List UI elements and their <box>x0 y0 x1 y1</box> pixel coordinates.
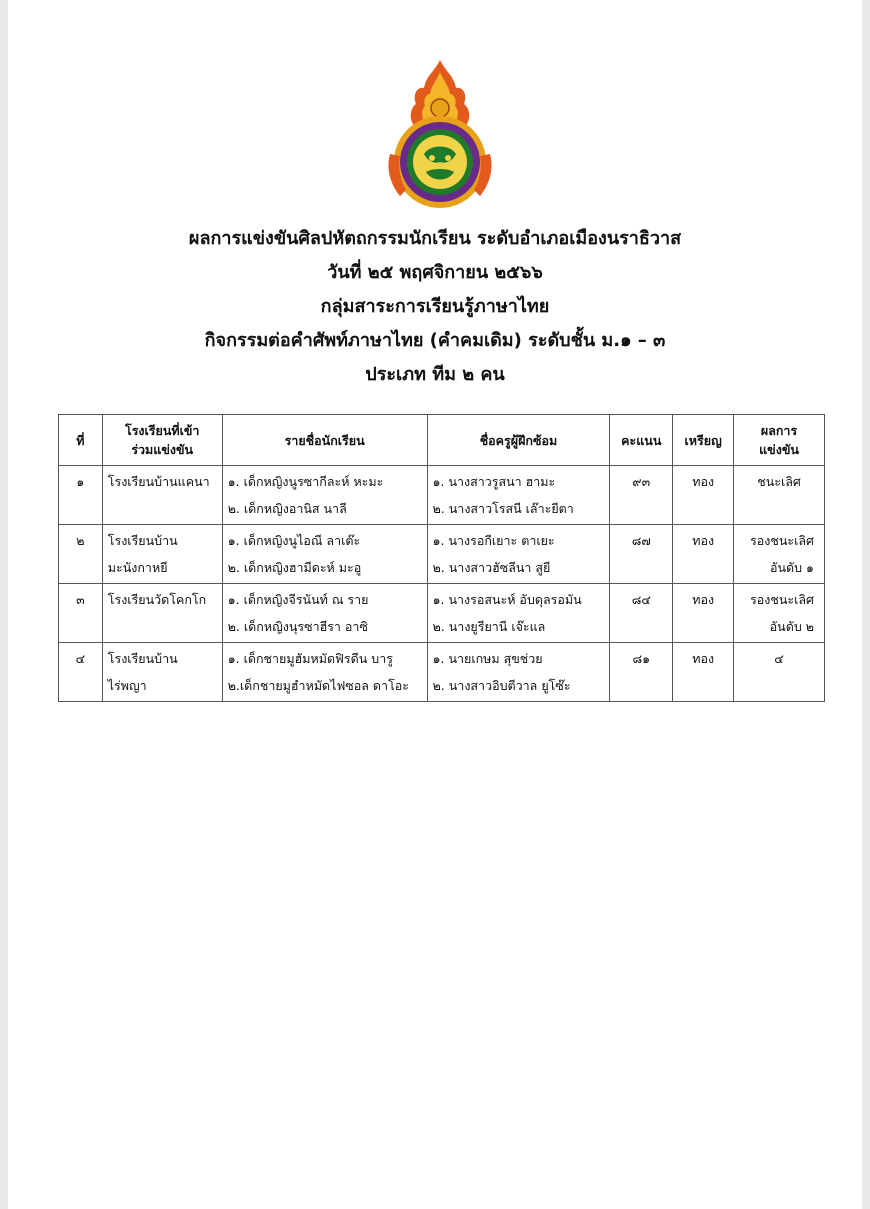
cell-teachers <box>427 584 610 643</box>
teacher-name: ๒. นางยูรียานี เจ๊ะแล <box>432 619 546 634</box>
table-row <box>59 466 825 525</box>
teacher-name: ๑. นางรอสนะห์ อับดุลรอมัน <box>432 592 582 607</box>
result-line: รองชนะเลิศ <box>750 592 814 607</box>
header-students: รายชื่อนักเรียน <box>222 415 427 466</box>
title-line-2: วันที่ ๒๕ พฤศจิกายน ๒๕๖๖ <box>327 262 543 283</box>
title-line-1: ผลการแข่งขันศิลปหัตถกรรมนักเรียน ระดับอำเภอเมืองนราธิวาส <box>188 228 682 249</box>
emblem-logo <box>382 58 498 212</box>
cell-teachers <box>427 466 610 525</box>
student-name: ๑. เด็กหญิงนูไอณี ลาเต๊ะ <box>227 533 361 548</box>
header-no: ที่ <box>59 415 103 466</box>
cell-medal: ทอง <box>673 525 734 584</box>
title-line-5: ประเภท ทีม ๒ คน <box>365 364 505 385</box>
result-line: ชนะเลิศ <box>757 474 801 489</box>
student-name: ๒. เด็กหญิงอานิส นาลี <box>227 501 347 516</box>
cell-students <box>222 643 427 702</box>
student-name: ๒.เด็กชายมูฮำหมัดไฟซอล ดาโอะ <box>227 678 410 693</box>
result-line: ๔ <box>774 651 784 666</box>
cell-no: ๒ <box>59 525 103 584</box>
table-header-row <box>59 415 825 466</box>
cell-medal: ทอง <box>673 643 734 702</box>
header-result-line-2: แข่งขัน <box>759 442 799 457</box>
teacher-name: ๒. นางสาวฮัซลีนา สูยี <box>432 560 551 575</box>
cell-students <box>222 466 427 525</box>
cell-score: ๘๔ <box>610 584 673 643</box>
title-line-3: กลุ่มสาระการเรียนรู้ภาษาไทย <box>320 296 550 317</box>
cell-result <box>734 525 825 584</box>
student-name: ๑. เด็กชายมูฮัมหมัดฟิรดีน บารู <box>227 651 393 666</box>
cell-score: ๘๗ <box>610 525 673 584</box>
cell-school <box>102 525 222 584</box>
student-name: ๒. เด็กหญิงนุรซาฮีรา อาซิ <box>227 619 368 634</box>
teacher-name: ๑. นายเกษม สุขช่วย <box>432 651 543 666</box>
school-line: โรงเรียนบ้าน <box>107 651 178 666</box>
header-school <box>102 415 222 466</box>
teacher-name: ๑. นางรอกีเยาะ ตาเยะ <box>432 533 555 548</box>
cell-students <box>222 584 427 643</box>
header-school-line-2: ร่วมแข่งขัน <box>131 442 194 457</box>
cell-medal: ทอง <box>673 466 734 525</box>
teacher-name: ๑. นางสาวรูสนา ฮามะ <box>432 474 556 489</box>
table-row <box>59 525 825 584</box>
school-line: โรงเรียนวัดโคกโก <box>107 592 207 607</box>
cell-no: ๑ <box>59 466 103 525</box>
header-teachers: ชื่อครูผู้ฝึกซ้อม <box>427 415 610 466</box>
results-table <box>58 414 825 702</box>
cell-school <box>102 584 222 643</box>
teacher-name: ๒. นางสาวอิบตีวาล ยูโซ๊ะ <box>432 678 571 693</box>
header-school-line-1: โรงเรียนที่เข้า <box>124 423 200 438</box>
student-name: ๑. เด็กหญิงนูรซากีละห์ หะมะ <box>227 474 384 489</box>
school-line: มะนังกาหยี <box>107 560 168 575</box>
cell-result <box>734 466 825 525</box>
document-heading <box>8 222 862 392</box>
student-name: ๒. เด็กหญิงฮามีดะห์ มะอู <box>227 560 362 575</box>
cell-score: ๘๑ <box>610 643 673 702</box>
cell-result <box>734 643 825 702</box>
cell-school <box>102 466 222 525</box>
table-row <box>59 643 825 702</box>
result-line: รองชนะเลิศ <box>750 533 814 548</box>
cell-teachers <box>427 525 610 584</box>
result-line: อันดับ ๒ <box>769 619 814 634</box>
school-line: โรงเรียนบ้าน <box>107 533 178 548</box>
title-line-4: กิจกรรมต่อคำศัพท์ภาษาไทย (คำคมเดิม) ระดับชั้น ม.๑ – ๓ <box>204 330 666 351</box>
header-score: คะแนน <box>610 415 673 466</box>
school-line: โรงเรียนบ้านแคนา <box>107 474 210 489</box>
cell-students <box>222 525 427 584</box>
cell-teachers <box>427 643 610 702</box>
cell-school <box>102 643 222 702</box>
cell-no: ๔ <box>59 643 103 702</box>
school-line: ไร่พญา <box>107 678 147 693</box>
document-page <box>8 0 862 1209</box>
teacher-name: ๒. นางสาวโรสนี เล๊าะยีตา <box>432 501 574 516</box>
cell-result <box>734 584 825 643</box>
result-line: อันดับ ๑ <box>769 560 814 575</box>
cell-score: ๙๓ <box>610 466 673 525</box>
table-row <box>59 584 825 643</box>
student-name: ๑. เด็กหญิงจีรนันท์ ณ ราย <box>227 592 369 607</box>
cell-no: ๓ <box>59 584 103 643</box>
header-medal: เหรียญ <box>673 415 734 466</box>
cell-medal: ทอง <box>673 584 734 643</box>
header-result-line-1: ผลการ <box>760 423 798 438</box>
header-result <box>734 415 825 466</box>
